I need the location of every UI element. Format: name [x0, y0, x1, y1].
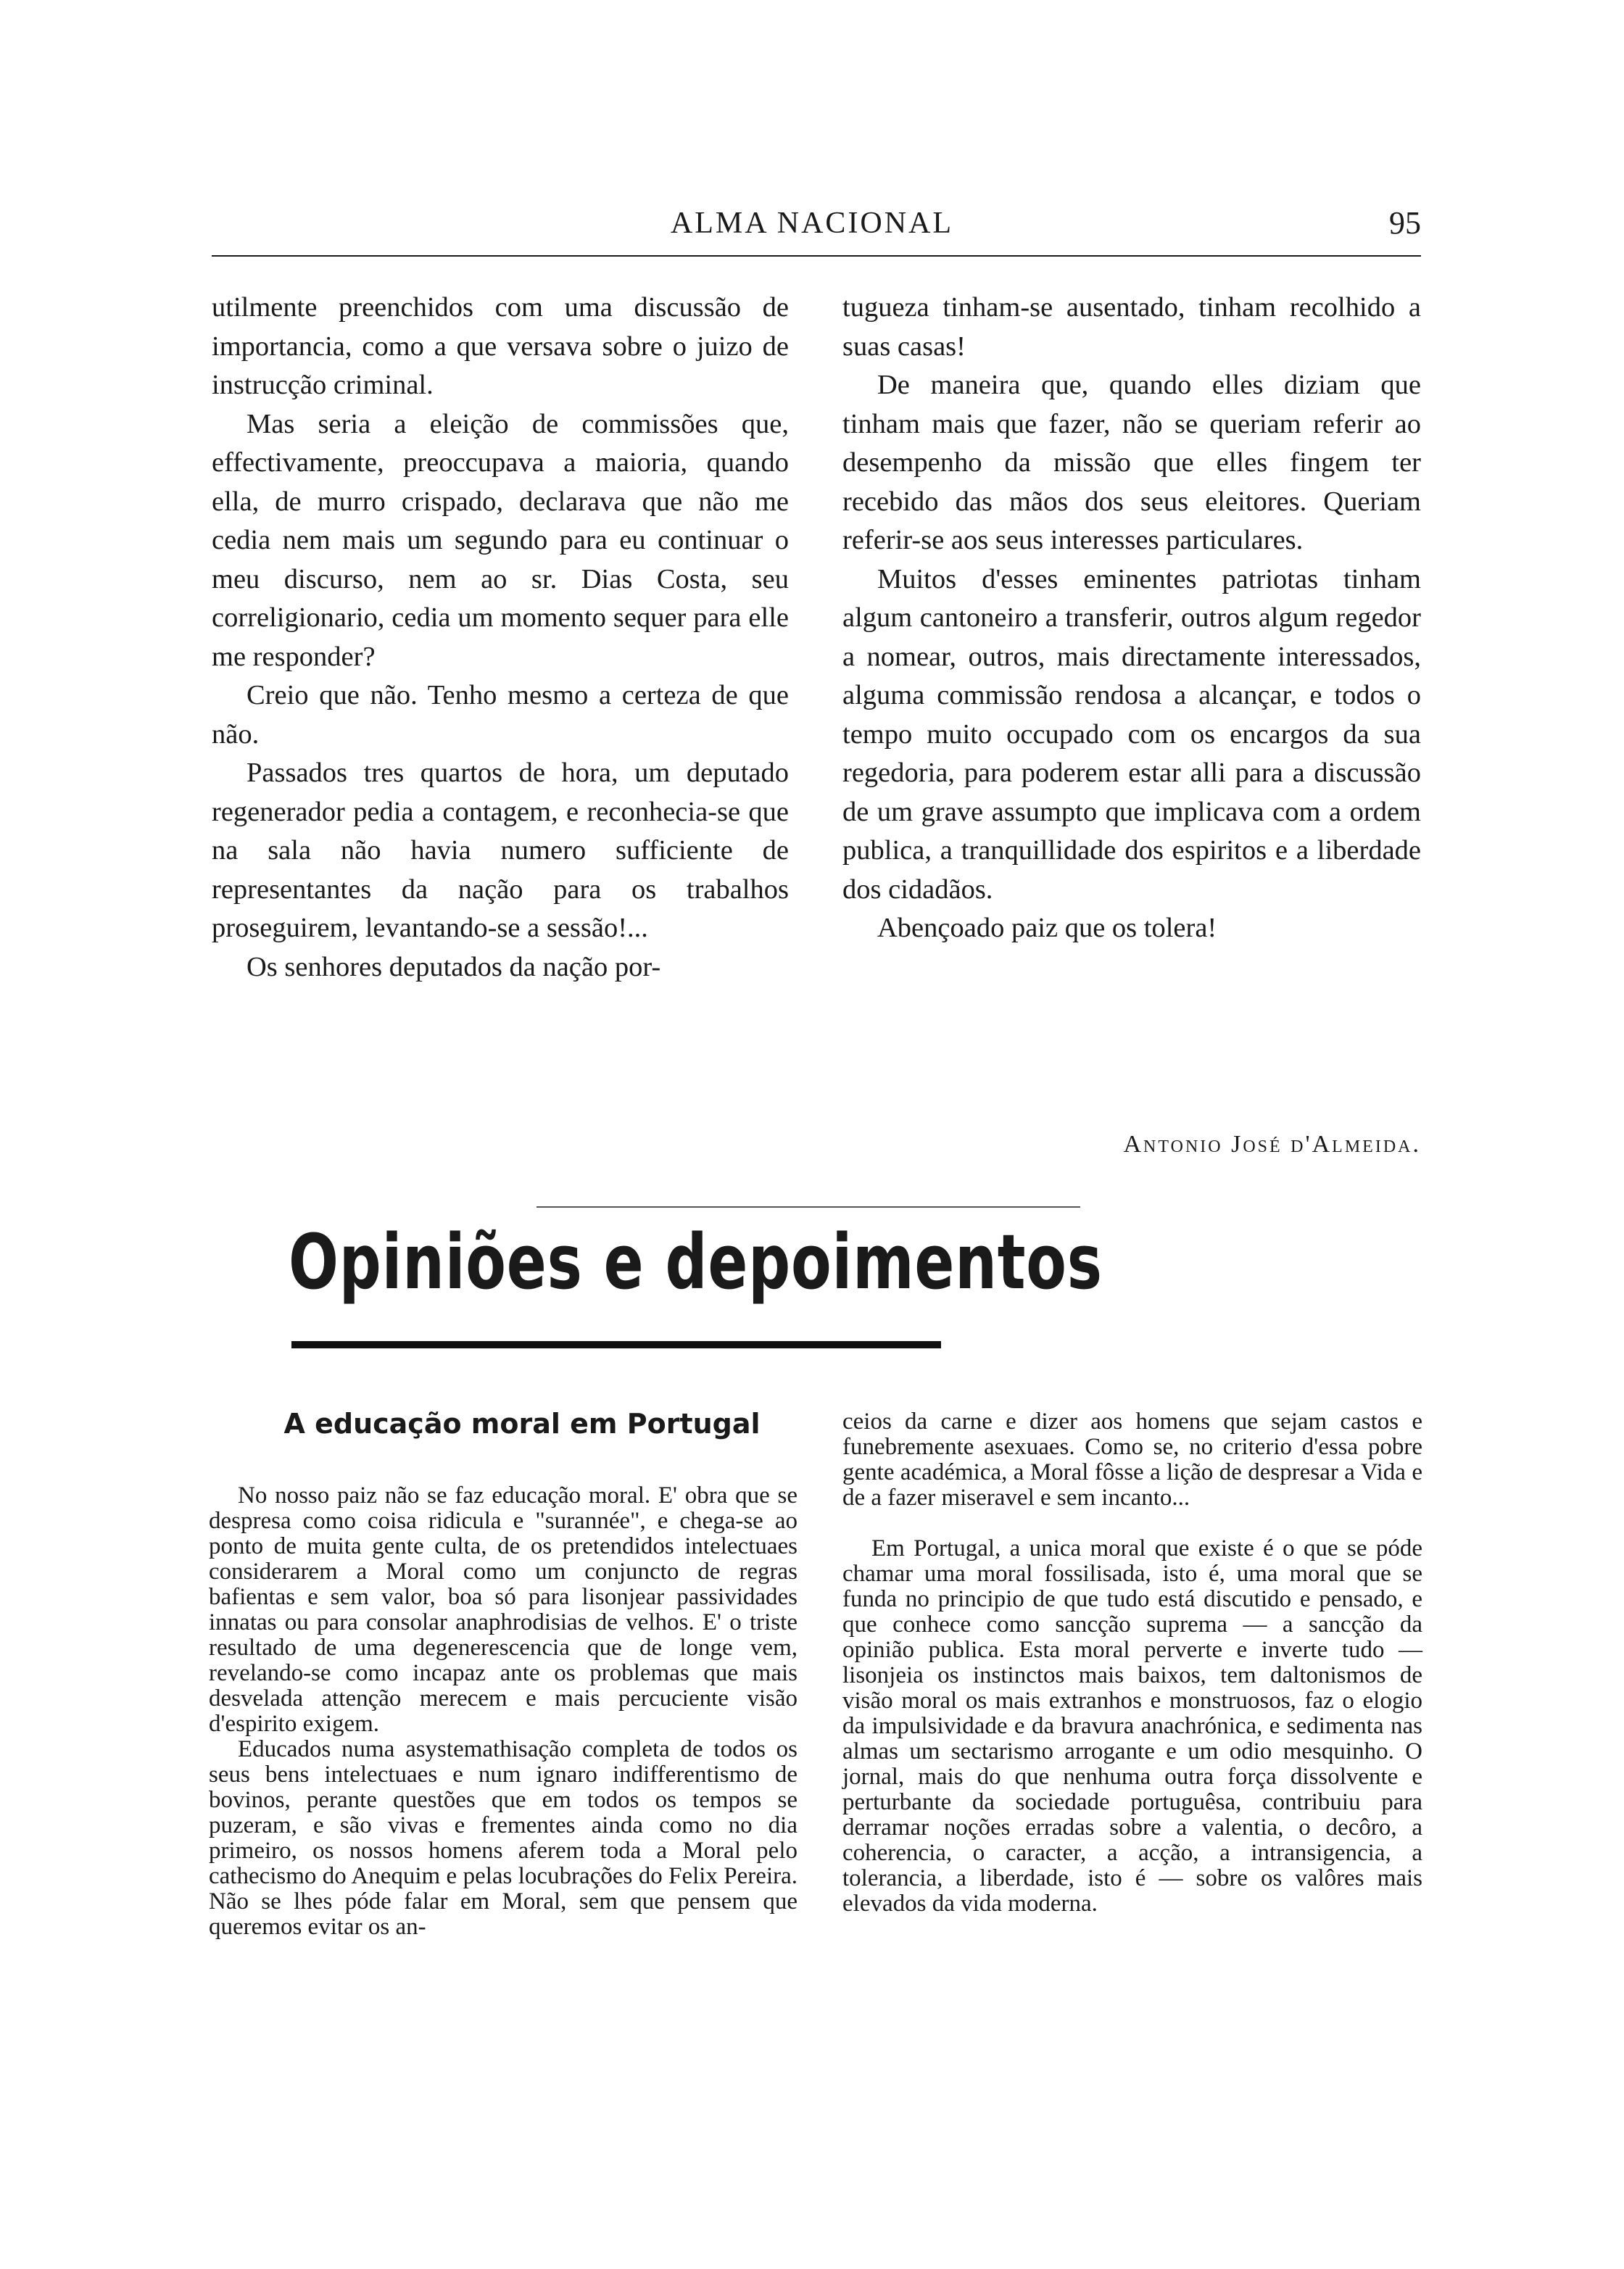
paragraph: No nosso paiz não se faz educação moral. E' obra que se despresa como coisa ridicula e "surannée", e chega-se ao ponto de muita gente culta, de os pretendidos intelectuaes considerarem a Moral como um conjuncto de regras bafientas e sem valor, boa só para lisonjear passividades innatas ou para consolar anaphrodisias de velhos. E' o triste resultado de uma degenerescencia que de longe vem, revelando-se como incapaz ante os problemas que mais desvelada attenção merecem e mais percuciente visão d'espirito exigem.	[209, 1482, 798, 1737]
section-title: Opiniões e depoimentos	[289, 1218, 1103, 1306]
upper-left-column	[212, 289, 789, 987]
author-signature: Antonio José d'Almeida.	[1123, 1131, 1421, 1158]
article-subtitle: A educação moral em Portugal	[283, 1408, 761, 1440]
lower-left-column	[209, 1483, 798, 1940]
paragraph: Mas seria a eleição de commissões que, effectivamente, preoccupava a maioria, quando ella, de murro crispado, declarava que não me cedia nem mais um segundo para eu continuar o meu discurso, nem ao sr. Dias Costa, seu correligionario, cedia um momento sequer para elle me responder?	[212, 408, 789, 672]
paragraph: Em Portugal, a unica moral que existe é o que se póde chamar uma moral fossilisada, isto é, uma moral que se funda no principio de que tudo está discutido e pensado, e que conhece como sancção suprema — a sancção da opinião publica. Esta moral perverte e inverte tudo — lisonjeia os instinctos mais baixos, tem daltonismos de visão moral os mais extranhos e monstruosos, faz o elogio da impulsividade e da bravura anachrónica, e sedimenta nas almas um sectarismo arrogante e um odio mesquinho. O jornal, mais do que nenhuma outra força dissolvente e perturbante da sociedade portuguêsa, contribuiu para derramar noções erradas sobre a valentia, o decôro, a coherencia, o caracter, a acção, a intransigencia, a tolerancia, a liberdade, isto é — sobre os valôres mais elevados da vida moderna.	[842, 1535, 1422, 1917]
paragraph: ceios da carne e dizer aos homens que sejam castos e funebremente asexuaes. Como se, no criterio d'essa pobre gente académica, a Moral fôsse a lição de despresar a Vida e de a fazer miseravel e sem incanto...	[842, 1409, 1422, 1511]
paragraph: Educados numa asystemathisação completa de todos os seus bens intelectuaes e num ignaro indifferentismo de bovinos, perante questões que em todos os tempos se puzeram, e são vivas e frementes ainda como no dia primeiro, os nossos homens aferem toda a Moral pelo cathecismo do Anequim e pelas locubrações do Felix Pereira. Não se lhes póde falar em Moral, sem que pensem que queremos evitar os an-	[209, 1736, 798, 1940]
title-underline	[291, 1341, 941, 1348]
lower-right-column	[842, 1409, 1422, 1917]
paragraph: Creio que não. Tenho mesmo a certeza de que não.	[212, 680, 789, 750]
header-rule	[212, 255, 1421, 257]
section-separator	[536, 1206, 1080, 1208]
paragraph: Abençoado paiz que os tolera!	[877, 913, 1217, 943]
paragraph: De maneira que, quando elles diziam que tinham mais que fazer, não se queriam referir ao desempenho da missão que elles fingem ter recebido das mãos dos seus eleitores. Queriam referir-se aos seus interesses particulares.	[842, 370, 1421, 555]
paragraph: utilmente preenchidos com uma discussão de importancia, como a que versava sobre o juizo de instrucção criminal.	[212, 292, 789, 400]
paragraph: Muitos d'esses eminentes patriotas tinham algum cantoneiro a transferir, outros algum regedor a nomear, outros, mais directamente interessados, alguma commissão rendosa a alcançar, e todos o tempo muito occupado com os encargos da sua regedoria, para poderem estar alli para a discussão de um grave assumpto que implicava com a ordem publica, a tranquillidade dos espiritos e a liberdade dos cidadãos.	[842, 563, 1421, 905]
running-title: ALMA NACIONAL	[670, 207, 954, 240]
upper-right-column	[842, 289, 1421, 948]
paragraph: tugueza tinham-se ausentado, tinham recolhido a suas casas!	[842, 292, 1421, 362]
paragraph: Passados tres quartos de hora, um deputado regenerador pedia a contagem, e reconhecia-se que na sala não havia numero sufficiente de representantes da nação para os trabalhos proseguirem, levantando-se a sessão!...	[212, 758, 789, 943]
paragraph: Os senhores deputados da nação por-	[246, 951, 661, 982]
page-number: 95	[1389, 205, 1421, 241]
